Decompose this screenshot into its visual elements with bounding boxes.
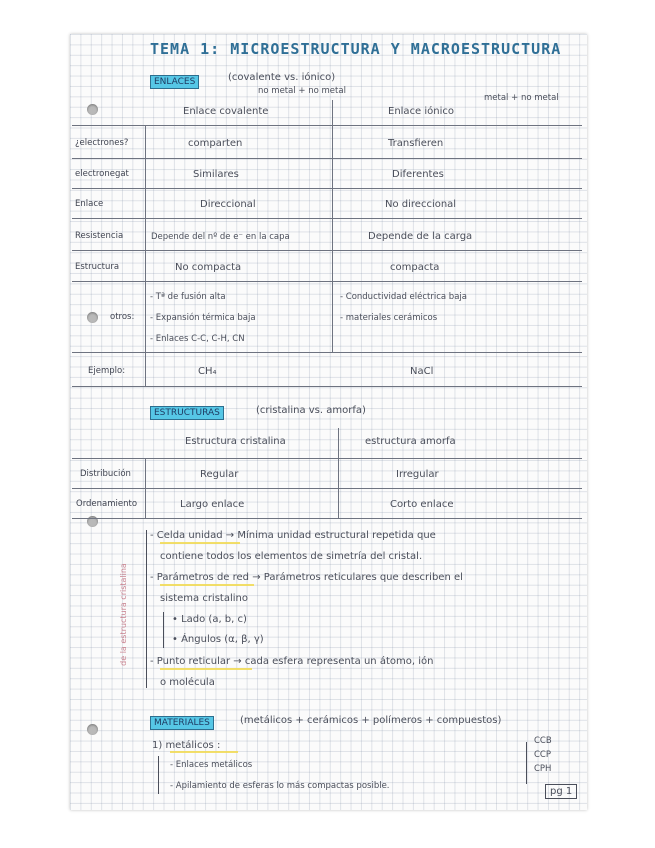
ionic-note: metal + no metal — [484, 93, 559, 103]
note-line: sistema cristalino — [160, 593, 248, 604]
row-label-resistencia: Resistencia — [75, 231, 124, 241]
table-rule — [72, 386, 582, 387]
estructuras-subtitle: (cristalina vs. amorfa) — [256, 405, 366, 416]
note-line: o molécula — [160, 677, 215, 688]
estructuras-tag: ESTRUCTURAS — [150, 406, 224, 420]
cell-covalent: Depende del nº de e⁻ en la capa — [151, 232, 290, 242]
punch-hole — [87, 104, 98, 115]
material-type: CCP — [534, 750, 551, 760]
side-bracket — [146, 530, 147, 688]
types-bracket — [526, 742, 527, 784]
table-rule — [72, 352, 582, 353]
cell-covalent-line: - Tª de fusión alta — [150, 292, 226, 302]
row-label-ordenamiento: Ordenamiento — [76, 499, 138, 509]
cell-ionic: No direccional — [385, 199, 457, 210]
table-rule — [145, 125, 146, 386]
material-type: CPH — [534, 764, 552, 774]
table-rule — [72, 518, 582, 519]
cell-amorfa: Corto enlace — [390, 499, 454, 510]
note-line: - Celda unidad → Mínima unidad estructural repetida que — [150, 530, 436, 541]
cell-covalent-line: - Enlaces C-C, C-H, CN — [150, 334, 245, 344]
materiales-tag: MATERIALES — [150, 716, 214, 730]
punch-hole — [87, 724, 98, 735]
col-ionic: Enlace iónico — [388, 106, 455, 117]
material-type: CCB — [534, 736, 552, 746]
sub-bracket — [163, 612, 164, 648]
cell-cristalina: Regular — [200, 469, 239, 480]
col-amorfa: estructura amorfa — [365, 436, 456, 447]
enlaces-subtitle: (covalente vs. iónico) — [228, 72, 336, 83]
highlight-mark — [160, 584, 254, 586]
cell-covalent: Direccional — [200, 199, 256, 210]
table-rule — [338, 428, 339, 518]
row-label-electrones: ¿electrones? — [75, 138, 129, 148]
col-covalent: Enlace covalente — [183, 106, 269, 117]
cell-covalent: Similares — [193, 169, 239, 180]
cell-covalent: CH₄ — [198, 366, 217, 377]
cell-ionic: Transfieren — [388, 138, 444, 149]
row-label-otros: otros: — [110, 312, 135, 322]
table-rule — [72, 250, 582, 251]
materiales-subtitle: (metálicos + cerámicos + polímeros + compuestos) — [240, 715, 502, 726]
note-line: - Parámetros de red → Parámetros reticulares que describen el — [150, 572, 463, 583]
cell-ionic: Diferentes — [392, 169, 444, 180]
table-rule — [72, 158, 582, 159]
table-rule — [72, 188, 582, 189]
side-label: de la estructura cristalina — [118, 563, 128, 666]
cell-ionic-line: - Conductividad eléctrica baja — [340, 292, 467, 302]
table-rule — [332, 100, 333, 352]
row-label-enlace: Enlace — [75, 199, 104, 209]
table-rule — [72, 125, 582, 126]
note-line: • Ángulos (α, β, γ) — [172, 634, 264, 645]
cell-ionic-line: - materiales cerámicos — [340, 313, 438, 323]
covalent-note: no metal + no metal — [258, 86, 346, 96]
highlight-mark — [170, 751, 238, 753]
row-label-electronegat: electronegat — [75, 169, 129, 179]
page-number: pg 1 — [545, 784, 577, 799]
row-label-ejemplo: Ejemplo: — [88, 366, 126, 376]
note-line: contiene todos los elementos de simetría del cristal. — [160, 551, 423, 562]
cell-ionic: compacta — [390, 262, 440, 273]
table-rule — [72, 281, 582, 282]
note-line: • Lado (a, b, c) — [172, 614, 247, 625]
row-label-estructura: Estructura — [75, 262, 120, 272]
row-label-distribucion: Distribución — [80, 469, 131, 479]
cell-ionic: NaCl — [410, 366, 434, 377]
note-line: - Punto reticular → cada esfera representa un átomo, ión — [150, 656, 434, 667]
cell-covalent: comparten — [188, 138, 243, 149]
table-rule — [72, 458, 582, 459]
highlight-mark — [160, 668, 252, 670]
cell-amorfa: Irregular — [396, 469, 439, 480]
page-title: TEMA 1: MICROESTRUCTURA Y MACROESTRUCTURA — [150, 40, 562, 58]
materiales-note: - Enlaces metálicos — [170, 760, 253, 770]
materiales-note: - Apilamiento de esferas lo más compactas posible. — [170, 781, 390, 791]
table-rule — [145, 458, 146, 518]
col-cristalina: Estructura cristalina — [185, 436, 286, 447]
cell-covalent: No compacta — [175, 262, 242, 273]
punch-hole — [87, 312, 98, 323]
materiales-item: 1) metálicos : — [152, 740, 221, 751]
table-rule — [72, 218, 582, 219]
highlight-mark — [160, 542, 240, 544]
notebook-page — [70, 34, 587, 810]
materiales-bracket — [158, 756, 159, 794]
table-rule — [72, 488, 582, 489]
cell-covalent-line: - Expansión térmica baja — [150, 313, 256, 323]
cell-ionic: Depende de la carga — [368, 231, 473, 242]
cell-cristalina: Largo enlace — [180, 499, 245, 510]
enlaces-tag: ENLACES — [150, 75, 199, 89]
